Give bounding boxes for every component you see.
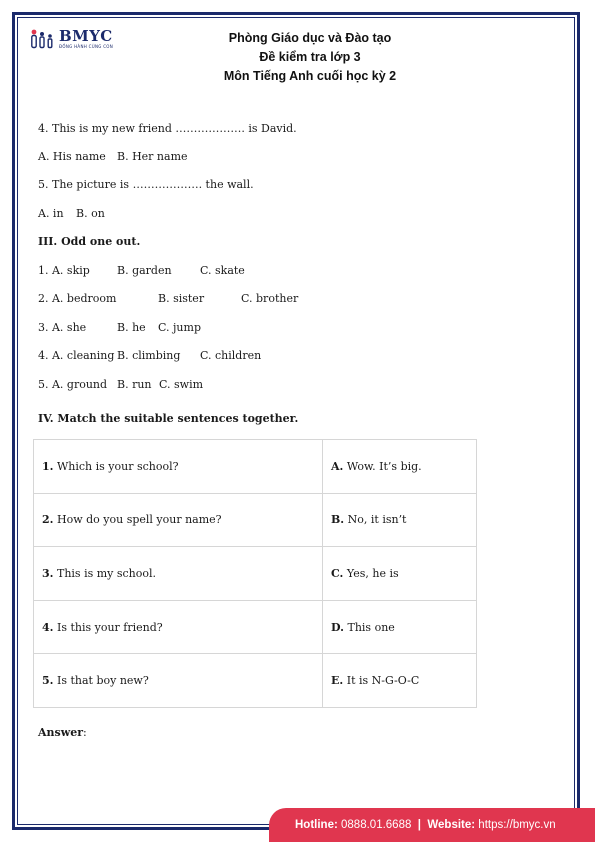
- hotline-label: Hotline:: [295, 819, 338, 831]
- option: B. Her name: [117, 150, 188, 163]
- left-cell: 4. Is this your friend?: [34, 600, 323, 654]
- right-cell: E. It is N-G-O-C: [323, 654, 477, 708]
- answer-label: Answer: [38, 726, 83, 739]
- choice: B. run: [117, 378, 152, 391]
- matching-table: [33, 439, 477, 708]
- choice: 1. A. skip: [38, 264, 90, 277]
- header-exam-title: Đề kiểm tra lớp 3: [259, 50, 361, 64]
- left-cell: 2. How do you spell your name?: [34, 493, 323, 547]
- website-link[interactable]: https://bmyc.vn: [478, 819, 556, 831]
- answer-line: Answer:: [38, 726, 87, 739]
- family-icon: [30, 28, 56, 50]
- question-5: 5. The picture is ………………. the wall.: [38, 178, 254, 191]
- option: A. in: [38, 207, 64, 220]
- right-cell: B. No, it isn’t: [323, 493, 477, 547]
- choice: 4. A. cleaning: [38, 349, 115, 362]
- document-header: [110, 29, 510, 86]
- bmyc-logo: [30, 28, 113, 50]
- choice: 5. A. ground: [38, 378, 108, 391]
- choice: C. children: [200, 349, 262, 362]
- left-cell: 3. This is my school.: [34, 547, 323, 601]
- choice: 3. A. she: [38, 321, 87, 334]
- right-cell: D. This one: [323, 600, 477, 654]
- right-cell: A. Wow. It’s big.: [323, 440, 477, 494]
- table-row: [34, 654, 477, 708]
- section-title: IV. Match the suitable sentences together.: [38, 412, 299, 425]
- choice: C. brother: [241, 292, 299, 305]
- header-department: Phòng Giáo dục và Đào tạo: [228, 31, 392, 45]
- choice: C. jump: [158, 321, 201, 334]
- question-4: 4. This is my new friend ………………. is David.: [38, 122, 297, 135]
- choice: B. he: [117, 321, 146, 334]
- table-row: [34, 547, 477, 601]
- choice: 2. A. bedroom: [38, 292, 117, 305]
- table-row: [34, 440, 477, 494]
- contact-footer: [269, 808, 595, 842]
- header-subject: Môn Tiếng Anh cuối học kỳ 2: [223, 69, 397, 83]
- right-cell: C. Yes, he is: [323, 547, 477, 601]
- table-row: [34, 493, 477, 547]
- choice: B. sister: [158, 292, 205, 305]
- footer-separator: |: [417, 819, 421, 831]
- option: B. on: [76, 207, 105, 220]
- section-title: III. Odd one out.: [38, 235, 141, 248]
- table-row: [34, 600, 477, 654]
- option: A. His name: [38, 150, 106, 163]
- choice: C. swim: [159, 378, 204, 391]
- hotline-number: 0888.01.6688: [341, 819, 412, 831]
- choice: B. climbing: [117, 349, 181, 362]
- website-label: Website:: [427, 819, 476, 831]
- choice: B. garden: [117, 264, 172, 277]
- left-cell: 1. Which is your school?: [34, 440, 323, 494]
- choice: C. skate: [200, 264, 245, 277]
- logo-slogan: ĐỒNG HÀNH CÙNG CON: [59, 44, 114, 49]
- left-cell: 5. Is that boy new?: [34, 654, 323, 708]
- logo-name: BMYC: [59, 27, 113, 45]
